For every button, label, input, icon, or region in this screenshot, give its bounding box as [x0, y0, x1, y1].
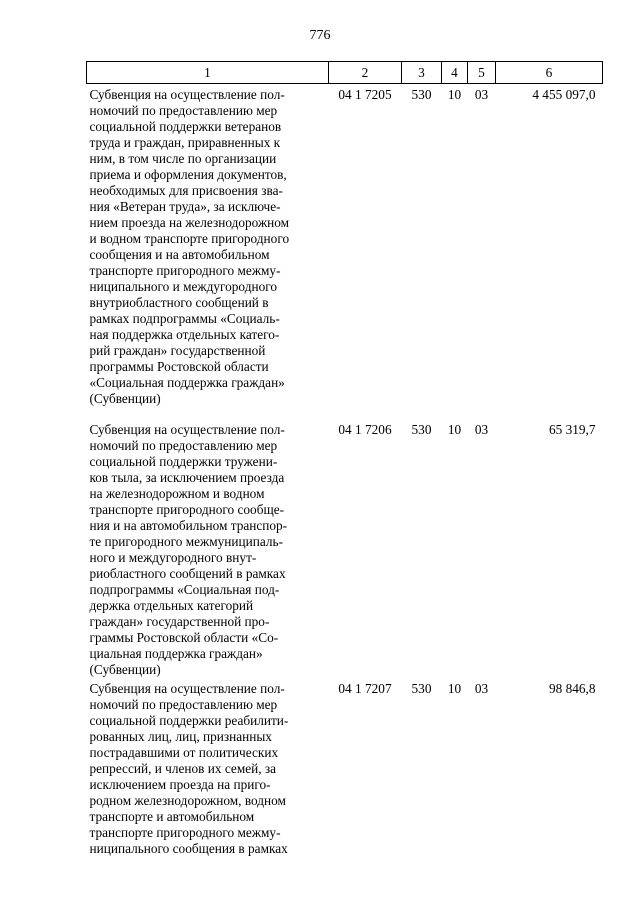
- row-section: 10: [447, 680, 462, 696]
- row-section: 10: [447, 87, 462, 102]
- row-target-article: 04 1 7207: [338, 680, 392, 696]
- row-description: Субвенция на осуществление пол- номочий по предоставлению мер социальной поддержки реабилити- рованных лиц, лиц, признанных пострадавшими от политических репрессий, и членов их семей, за исключением проезда на приго- родном железнодорожном, водном транспорте и автомобильном транспорте пригородного межму- ниципального сообщения в рамках: [89, 680, 289, 856]
- row-description: Субвенция на осуществление пол- номочий по предоставлению мер социальной поддержки тружени- ков тыла, за исключением проезда на железнодорожном и водном транспорте пригородного сообще- ния и на автомобильном транспор- те пригородного межмуниципаль- ного и междугородного внут- риобластного сообщений в рамках подпрограммы «Социальная под- держка отдельных категорий граждан» государственной про- граммы Ростовской области «Со- циальная поддержка граждан» (Субвенции): [89, 421, 288, 677]
- header-row: [87, 62, 603, 84]
- page-number: 776: [309, 28, 331, 43]
- row-expense-type: 530: [411, 680, 432, 696]
- row-subsection: 03: [474, 680, 489, 696]
- header-col-1: 1: [87, 62, 329, 84]
- header-col-5: 5: [468, 62, 496, 84]
- budget-table: [86, 61, 603, 857]
- header-col-2: 2: [329, 62, 402, 84]
- row-expense-type: 530: [411, 421, 432, 437]
- row-subsection: 03: [474, 87, 489, 102]
- header-col-3: 3: [402, 62, 442, 84]
- row-section: 10: [447, 421, 462, 437]
- row-subsection: 03: [474, 421, 489, 437]
- table-row: [87, 678, 603, 857]
- row-target-article: 04 1 7206: [338, 421, 392, 437]
- row-description: Субвенция на осуществление пол- номочий по предоставлению мер социальной поддержки ветеранов труда и граждан, приравненных к ним, в том числе по организации приема и оформления документов, необходимых для присвоения зва- ния «Ветеран труда», за исключе- нием проезда на железнодорожном и водном транспорте пригородного сообщения и на автомобильном транспорте пригородного межму- ниципального и междугородного внутриобластного сообщений в рамках подпрограммы «Социаль- ная поддержка отдельных катего- рий граждан» государственной программы Ростовской области «Социальная поддержка граждан» (Субвенции): [89, 87, 290, 406]
- header-col-6: 6: [496, 62, 603, 84]
- row-amount: 4 455 097,0: [532, 87, 596, 102]
- row-amount: 98 846,8: [548, 680, 596, 696]
- table-row: [87, 419, 603, 678]
- header-col-4: 4: [442, 62, 468, 84]
- row-expense-type: 530: [411, 87, 432, 102]
- row-target-article: 04 1 7205: [338, 87, 392, 102]
- table-row: [87, 84, 603, 419]
- row-amount: 65 319,7: [548, 421, 596, 437]
